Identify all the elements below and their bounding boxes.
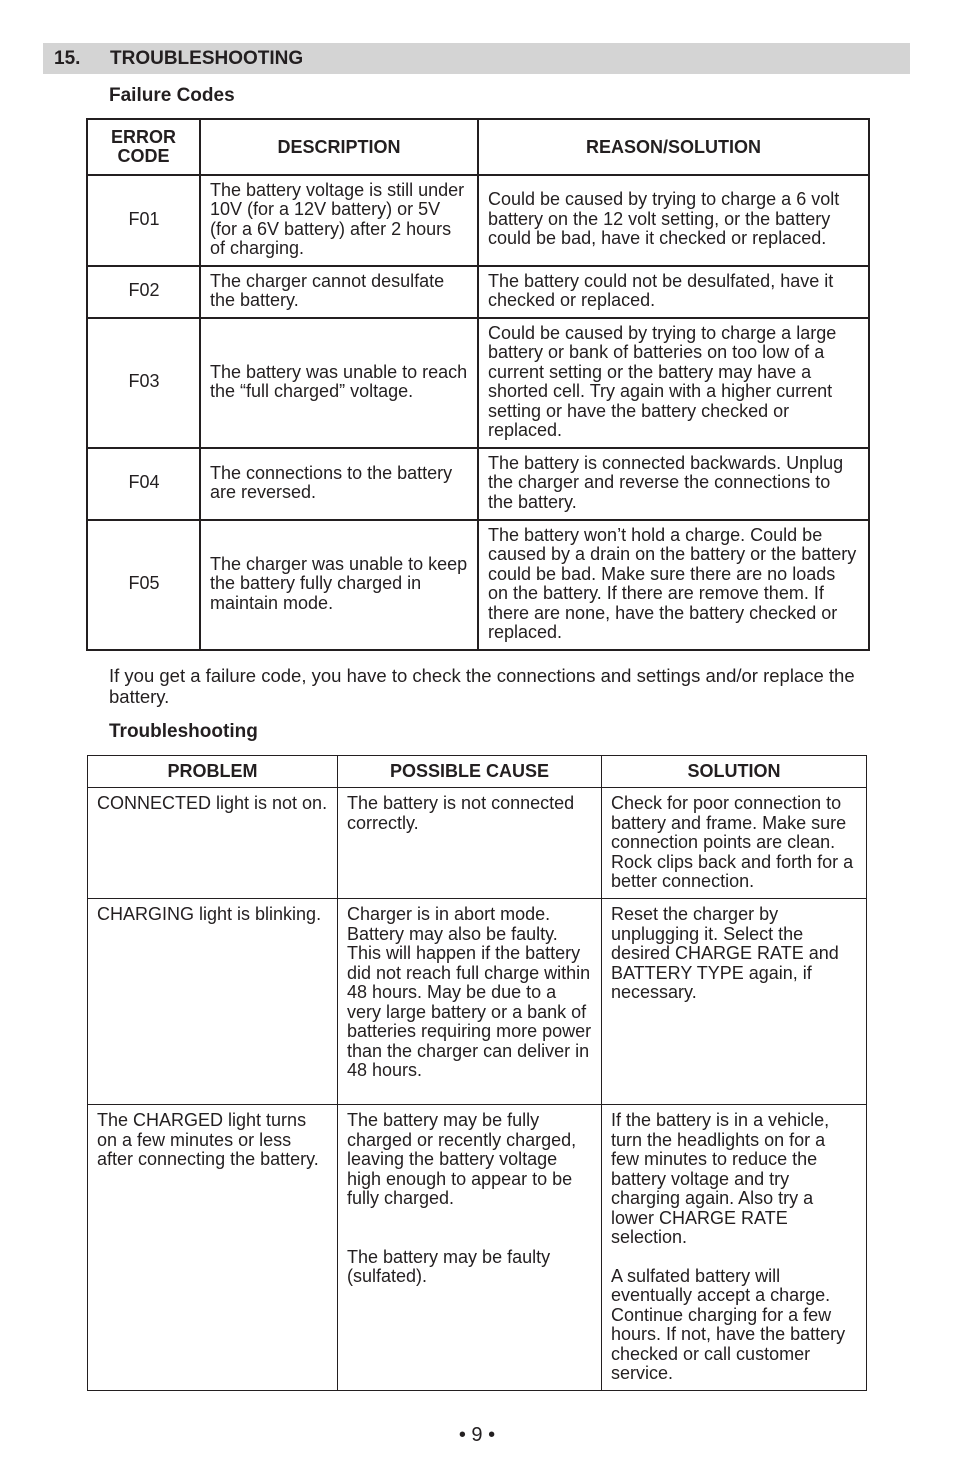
reason-cell: The battery is connected backwards. Unplug the charger and reverse the connections to the battery. [478,448,869,520]
header-reason-solution: REASON/SOLUTION [478,119,869,175]
description-cell: The battery voltage is still under 10V (for a 12V battery) or 5V (for a 6V battery) after 2 hours of charging. [200,175,478,266]
reason-cell: Could be caused by trying to charge a 6 volt battery on the 12 volt setting, or the battery could be bad, have it checked or replaced. [478,175,869,266]
failure-codes-table [86,118,870,651]
description-cell: The battery was unable to reach the “full charged” voltage. [200,318,478,448]
table-row [88,1105,867,1391]
description-cell: The charger cannot desulfate the battery. [200,266,478,318]
problem-cell: CONNECTED light is not on. [88,788,338,899]
header-problem: PROBLEM [88,756,338,788]
table-row [87,266,869,318]
solution-text: If the battery is in a vehicle, turn the headlights on for a few minutes to reduce the battery voltage and try charging again. Also try a lower CHARGE RATE selection. [611,1110,830,1247]
troubleshooting-heading: Troubleshooting [109,721,258,742]
error-code-cell: F01 [87,175,200,266]
header-description: DESCRIPTION [200,119,478,175]
troubleshooting-table [87,755,867,1391]
description-cell: The connections to the battery are reversed. [200,448,478,520]
solution-cell [602,1105,867,1391]
section-number: 15. [54,48,81,69]
table-row [87,318,869,448]
table-row [88,899,867,1105]
solution-cell: Reset the charger by unplugging it. Select the desired CHARGE RATE and BATTERY TYPE again, if necessary. [602,899,867,1105]
header-error-code: ERROR CODE [87,119,200,175]
table-header-row [88,756,867,788]
table-row [87,448,869,520]
solution-text-secondary: A sulfated battery will eventually accept a charge. Continue charging for a few hours. If not, have the battery checked or call customer service. [611,1265,846,1383]
header-possible-cause: POSSIBLE CAUSE [338,756,602,788]
description-cell: The charger was unable to keep the battery fully charged in maintain mode. [200,520,478,650]
table-row [87,520,869,650]
problem-cell: CHARGING light is blinking. [88,899,338,1105]
error-code-cell: F04 [87,448,200,520]
cause-cell [338,1105,602,1391]
cause-cell: The battery is not connected correctly. [338,788,602,899]
header-solution: SOLUTION [602,756,867,788]
error-code-cell: F03 [87,318,200,448]
failure-code-note: If you get a failure code, you have to check the connections and settings and/or replace the battery. [109,665,855,707]
reason-cell: The battery could not be desulfated, have it checked or replaced. [478,266,869,318]
table-row [87,175,869,266]
error-code-cell: F02 [87,266,200,318]
cause-text-secondary: The battery may be faulty (sulfated). [347,1246,551,1286]
solution-cell: Check for poor connection to battery and frame. Make sure connection points are clean. Rock clips back and forth for a better connection. [602,788,867,899]
page-number: • 9 • [458,1424,496,1446]
reason-cell: The battery won’t hold a charge. Could be caused by a drain on the battery or the battery could be bad. Make sure there are no loads on the battery. If there are remove them. If there are none, have the battery checked or replaced. [478,520,869,650]
table-row [88,788,867,899]
cause-text: The battery may be fully charged or recently charged, leaving the battery voltage high enough to appear to be fully charged. [347,1110,577,1208]
cause-cell: Charger is in abort mode. Battery may also be faulty. This will happen if the battery did not reach full charge within 48 hours. May be due to a very large battery or a bank of batteries requiring more power than the charger can deliver in 48 hours. [338,899,602,1105]
table-header-row [87,119,869,175]
section-title: TROUBLESHOOTING [110,48,304,69]
reason-cell: Could be caused by trying to charge a large battery or bank of batteries on too low of a current setting or the battery may have a shorted cell. Try again with a higher current setting or have the battery checked or replaced. [478,318,869,448]
error-code-cell: F05 [87,520,200,650]
section-header [43,43,910,74]
problem-cell: The CHARGED light turns on a few minutes or less after connecting the battery. [88,1105,338,1391]
failure-codes-heading: Failure Codes [109,85,235,106]
